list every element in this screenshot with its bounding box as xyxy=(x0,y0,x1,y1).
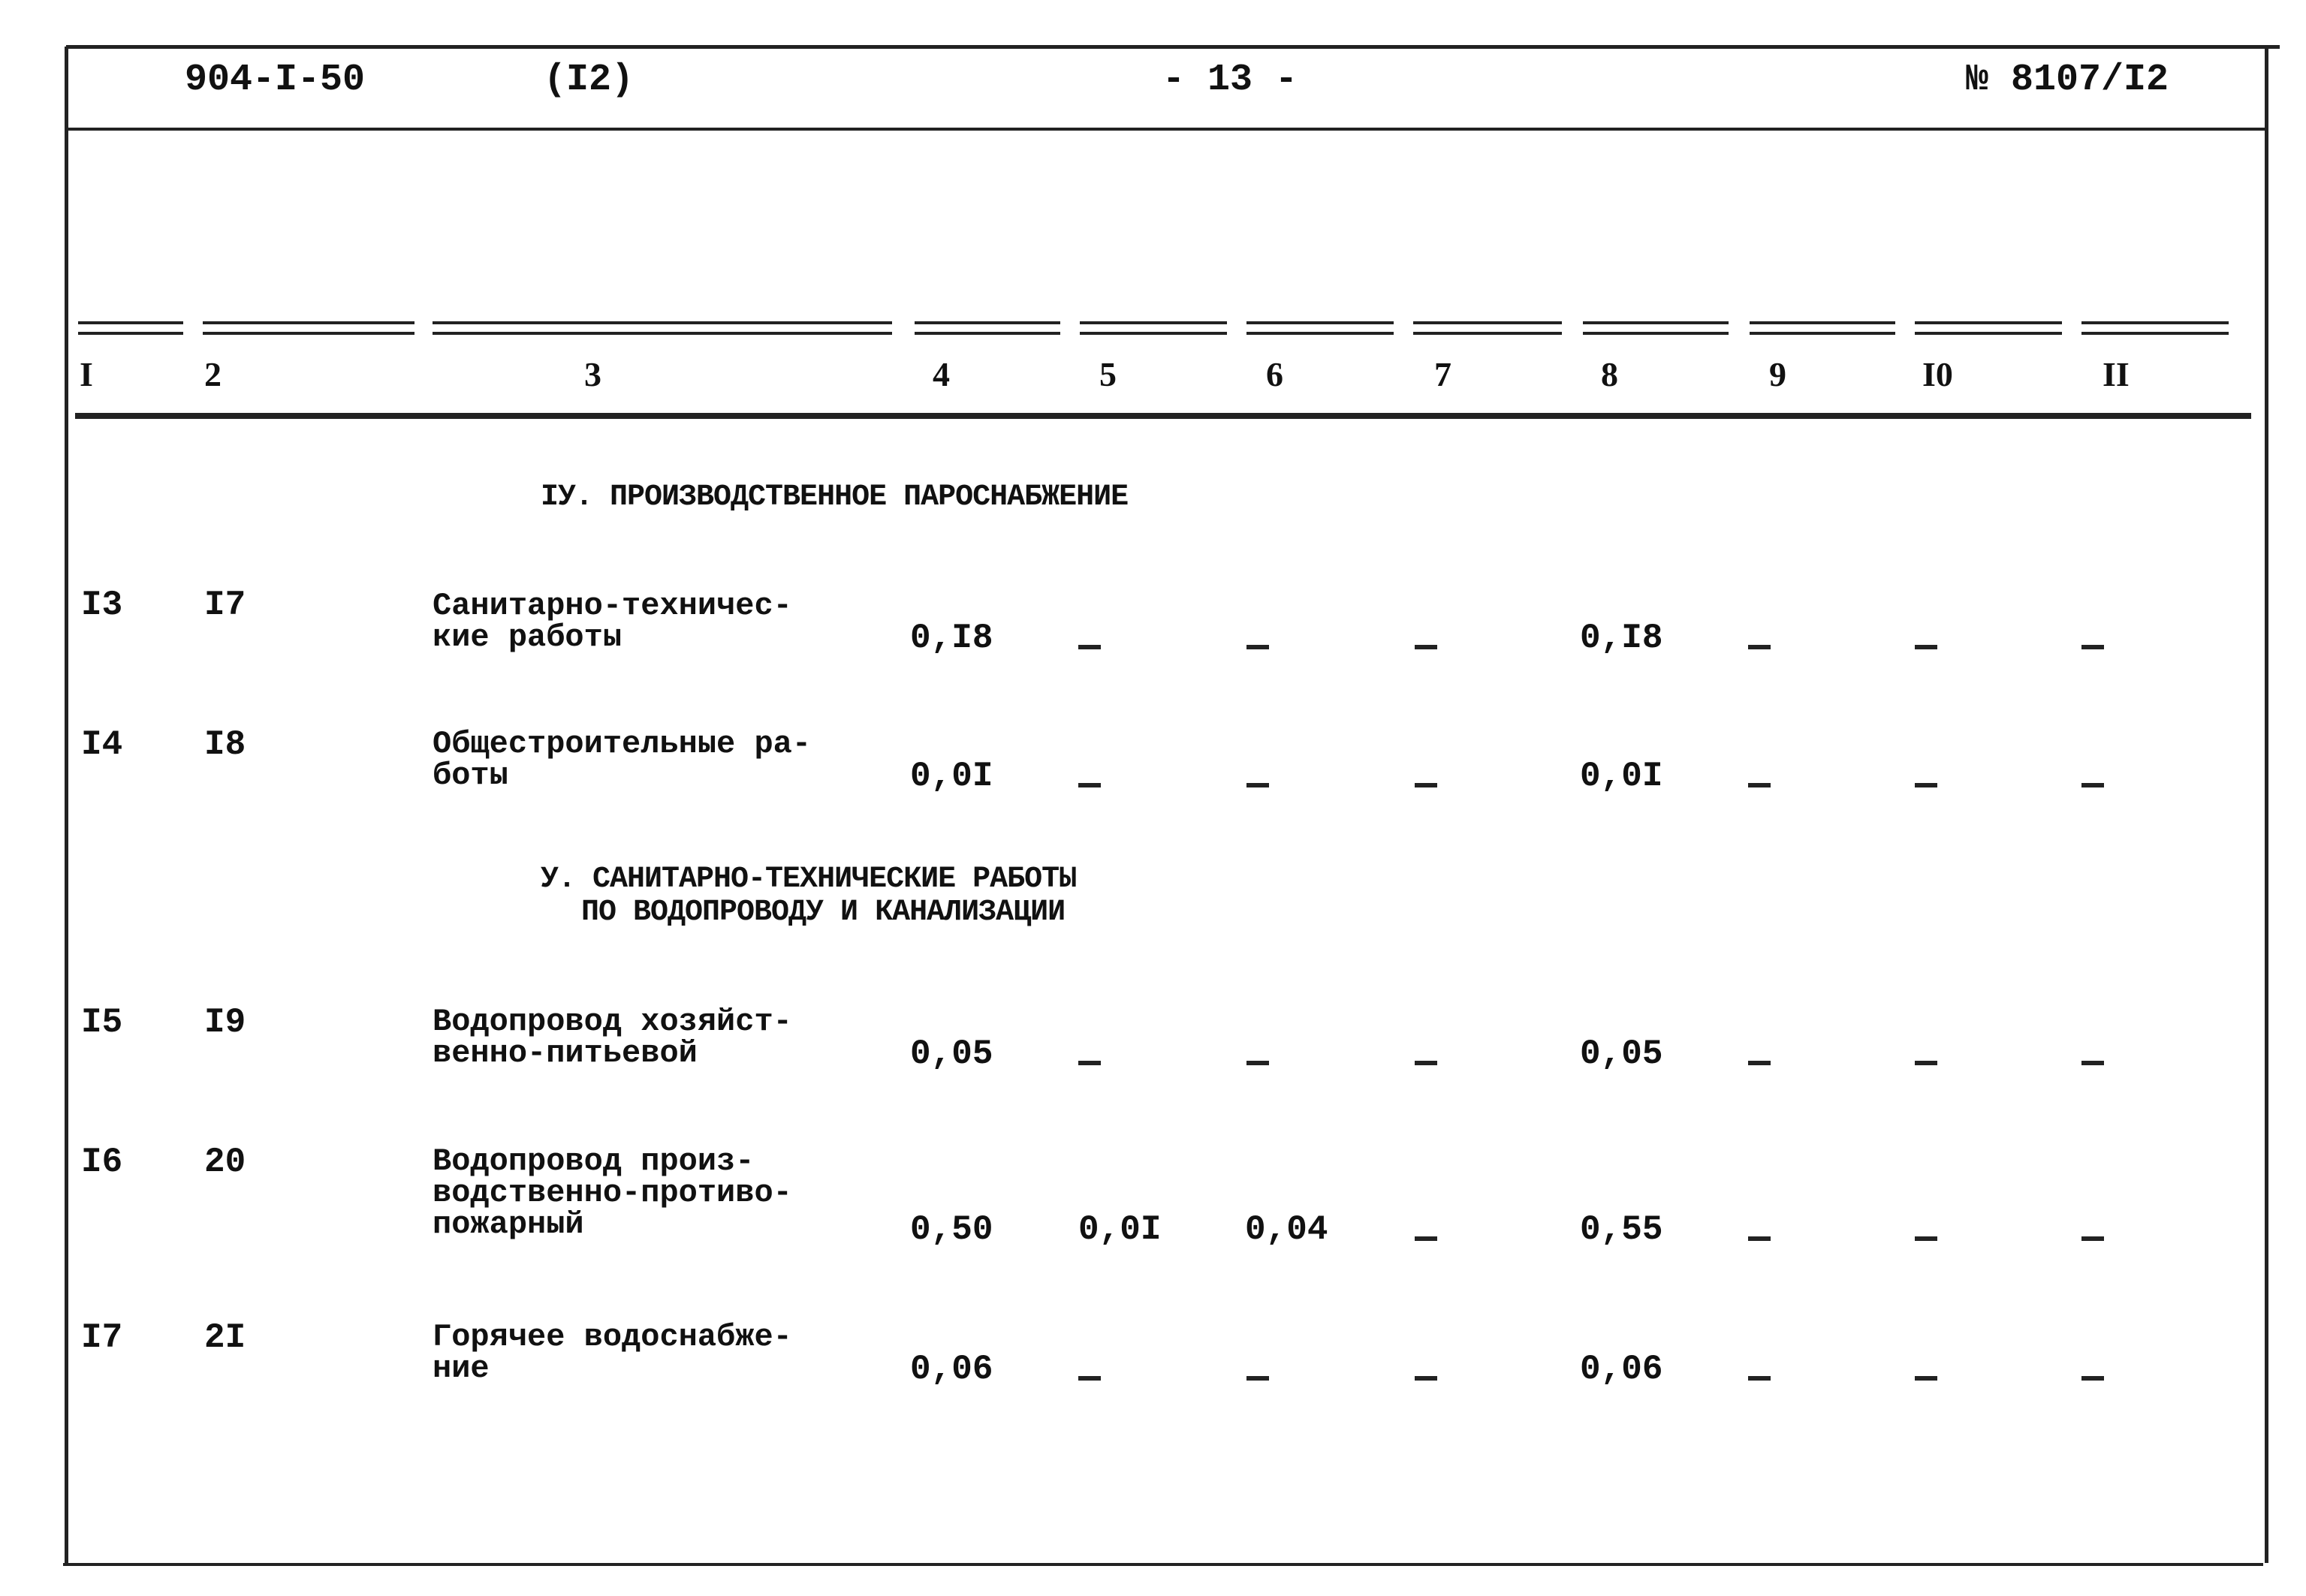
col-header-10: I0 xyxy=(1922,355,1953,393)
col11-dash xyxy=(2081,1231,2104,1245)
col9-dash xyxy=(1748,778,1771,791)
section-title-4: IУ. ПРОИЗВОДСТВЕННОЕ ПАРОСНАБЖЕНИЕ xyxy=(541,480,1129,514)
col-rule-6 xyxy=(1246,321,1394,335)
col-rule-2 xyxy=(203,321,414,335)
col4-value: 0,06 xyxy=(910,1350,993,1389)
col-header-5: 5 xyxy=(1099,355,1117,393)
item-no: 20 xyxy=(204,1143,246,1182)
col6-dash xyxy=(1246,1371,1269,1384)
frame-top-border xyxy=(66,45,2280,49)
col8-value: 0,06 xyxy=(1580,1350,1663,1389)
table-header-rule xyxy=(75,413,2251,419)
section-title-5: У. САНИТАРНО-ТЕХНИЧЕСКИЕ РАБОТЫ ПО ВОДОПРОВОДУ И КАНАЛИЗАЦИИ xyxy=(541,863,1077,929)
header-divider xyxy=(66,128,2266,131)
work-description: Водопровод произ- водственно-противо- пожарный xyxy=(433,1143,792,1242)
col-rule-3 xyxy=(433,321,892,335)
col10-dash xyxy=(1915,640,1937,653)
col5-dash xyxy=(1078,778,1101,791)
col8-value: 0,0I xyxy=(1580,757,1663,796)
col-rule-8 xyxy=(1583,321,1729,335)
work-description: Водопровод хозяйст- венно-питьевой xyxy=(433,1004,792,1071)
col11-dash xyxy=(2081,778,2104,791)
col4-value: 0,I8 xyxy=(910,619,993,658)
col-header-2: 2 xyxy=(204,355,222,393)
col5-dash xyxy=(1078,1371,1101,1384)
col6-dash xyxy=(1246,1055,1269,1069)
col9-dash xyxy=(1748,1231,1771,1245)
col-header-4: 4 xyxy=(933,355,950,393)
col4-value: 0,50 xyxy=(910,1210,993,1249)
col-header-3: 3 xyxy=(584,355,601,393)
frame-left-border xyxy=(65,47,68,1564)
col-header-9: 9 xyxy=(1769,355,1786,393)
col-header-8: 8 xyxy=(1601,355,1618,393)
col-rule-1 xyxy=(78,321,183,335)
work-description: Общестроительные ра- боты xyxy=(433,726,812,793)
work-description: Горячее водоснабже- ние xyxy=(433,1319,792,1387)
col-rule-4 xyxy=(915,321,1060,335)
col5-dash xyxy=(1078,1055,1101,1069)
col9-dash xyxy=(1748,1371,1771,1384)
col6-dash xyxy=(1246,778,1269,791)
doc-part: (I2) xyxy=(544,59,635,101)
row-no: I3 xyxy=(81,586,123,625)
col4-value: 0,05 xyxy=(910,1034,993,1074)
col11-dash xyxy=(2081,1371,2104,1384)
col7-dash xyxy=(1415,640,1437,653)
col10-dash xyxy=(1915,778,1937,791)
col9-dash xyxy=(1748,640,1771,653)
col-rule-5 xyxy=(1080,321,1227,335)
col7-dash xyxy=(1415,1371,1437,1384)
row-no: I5 xyxy=(81,1003,123,1042)
col8-value: 0,I8 xyxy=(1580,619,1663,658)
col7-dash xyxy=(1415,778,1437,791)
col-rule-7 xyxy=(1413,321,1562,335)
col10-dash xyxy=(1915,1231,1937,1245)
item-no: I9 xyxy=(204,1003,246,1042)
col-header-11: II xyxy=(2103,355,2130,393)
row-no: I4 xyxy=(81,725,123,764)
frame-right-border xyxy=(2265,47,2268,1563)
col5-value: 0,0I xyxy=(1078,1210,1162,1249)
col6-value: 0,04 xyxy=(1245,1210,1328,1249)
item-no: I7 xyxy=(204,586,246,625)
col-header-6: 6 xyxy=(1266,355,1283,393)
item-no: I8 xyxy=(204,725,246,764)
frame-bottom-border xyxy=(63,1563,2263,1566)
col-rule-10 xyxy=(1915,321,2062,335)
page-number: - 13 - xyxy=(1162,59,1298,101)
col7-dash xyxy=(1415,1231,1437,1245)
row-no: I7 xyxy=(81,1318,123,1357)
work-description: Санитарно-техничес- кие работы xyxy=(433,588,792,655)
doc-code: 904-I-50 xyxy=(185,59,366,101)
sheet-number: № 8107/I2 xyxy=(1966,59,2169,101)
col10-dash xyxy=(1915,1371,1937,1384)
col10-dash xyxy=(1915,1055,1937,1069)
col6-dash xyxy=(1246,640,1269,653)
item-no: 2I xyxy=(204,1318,246,1357)
col-rule-9 xyxy=(1750,321,1895,335)
col7-dash xyxy=(1415,1055,1437,1069)
col8-value: 0,55 xyxy=(1580,1210,1663,1249)
col-header-1: I xyxy=(80,355,93,393)
col-rule-11 xyxy=(2081,321,2229,335)
col5-dash xyxy=(1078,640,1101,653)
col8-value: 0,05 xyxy=(1580,1034,1663,1074)
col9-dash xyxy=(1748,1055,1771,1069)
col11-dash xyxy=(2081,1055,2104,1069)
col4-value: 0,0I xyxy=(910,757,993,796)
row-no: I6 xyxy=(81,1143,123,1182)
col-header-7: 7 xyxy=(1434,355,1451,393)
col11-dash xyxy=(2081,640,2104,653)
